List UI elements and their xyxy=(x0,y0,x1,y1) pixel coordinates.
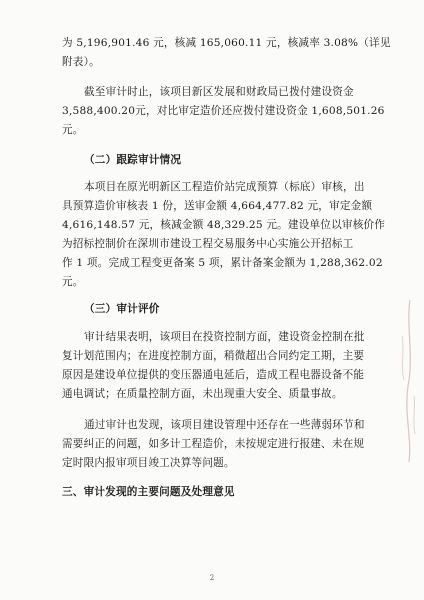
section-heading: （三）审计评价 xyxy=(84,303,160,315)
paragraph-line: 定时限内报审项目竣工决算等问题。 xyxy=(62,457,235,469)
section-heading: （二）跟踪审计情况 xyxy=(84,154,182,166)
chapter-heading: 三、审计发现的主要问题及处理意见 xyxy=(62,486,235,498)
paragraph-line: 原因是建设单位提供的变压器通电延后，造成工程电器设备不能 xyxy=(62,369,365,381)
paragraph-line: 附表）。 xyxy=(62,56,100,68)
paragraph-line: 具预算造价审核表 1 份，送审金额 4,664,477.82 元，审定金额 xyxy=(62,200,373,212)
paragraph-line: 需要纠正的问题，如多计工程造价，未按规定进行报建、未在规 xyxy=(62,438,365,450)
paragraph-line: 截至审计时止，该项目新区发展和财政局已拨付建设资金 xyxy=(84,86,354,98)
paragraph-line: 通电调试；在质量控制方面，未出现重大安全、质量事故。 xyxy=(62,388,343,400)
paragraph-line: 复计划范围内；在进度控制方面，稍微超出合同约定工期，主要 xyxy=(62,350,365,362)
paragraph-line: 审计结果表明，该项目在投资控制方面，建设资金控制在批 xyxy=(84,331,365,343)
paragraph-line: 元。 xyxy=(62,276,84,288)
paragraph-line: 通过审计也发现，该项目建设管理中还存在一些薄弱环节和 xyxy=(84,419,365,431)
paragraph-line: 3,588,400.20元，对比审定造价还应拨付建设资金 1,608,501.26 xyxy=(62,105,385,117)
seal-stamp-mark xyxy=(396,296,420,466)
paragraph-line: 本项目在原光明新区工程造价站完成预算（标底）审核，出 xyxy=(84,181,365,193)
paragraph-line: 4,616,148.57 元，核减金额 48,329.25 元。建设单位以审核价作 xyxy=(62,219,386,231)
paragraph-line: 元。 xyxy=(62,124,84,136)
paragraph-line: 为招标控制价在深圳市建设工程交易服务中心实施公开招标工 xyxy=(62,238,354,250)
paragraph-line: 为 5,196,901.46 元，核减 165,060.11 元，核减率 3.08%（详见 xyxy=(62,37,391,49)
page-number: 2 xyxy=(209,574,215,582)
paragraph-line: 作 1 项。完成工程变更备案 5 项，累计备案金额为 1,288,362.02 xyxy=(62,257,383,269)
